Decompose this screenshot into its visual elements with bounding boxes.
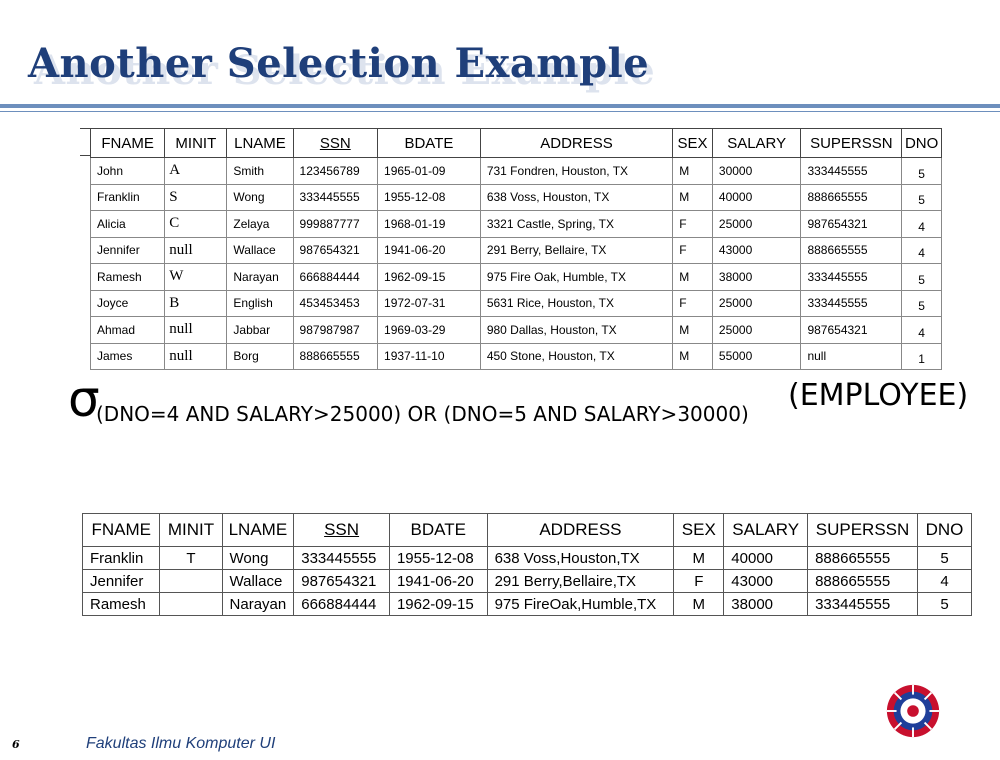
cell-address: 638 Voss,Houston,TX (487, 547, 674, 570)
cell-bdate: 1941-06-20 (389, 570, 487, 593)
table-left-edge (80, 128, 90, 156)
cell-sex: M (674, 593, 724, 616)
cell-salary: 40000 (712, 184, 801, 211)
col-sex: SEX (674, 514, 724, 547)
col-lname: LNAME (222, 514, 294, 547)
cell-lname: Narayan (222, 593, 294, 616)
employee-table (90, 128, 942, 370)
table-row (91, 237, 942, 264)
cell-dno: 4 (902, 317, 942, 344)
col-minit: MINIT (160, 514, 222, 547)
table-row (83, 593, 972, 616)
cell-sex: M (673, 184, 713, 211)
cell-fname: Ramesh (91, 264, 165, 291)
sigma-symbol: σ (68, 370, 100, 428)
cell-sex: M (673, 158, 713, 185)
cell-fname: Jennifer (83, 570, 160, 593)
footer-text: Fakultas Ilmu Komputer UI (86, 735, 276, 752)
cell-fname: Alicia (91, 211, 165, 238)
cell-lname: Borg (227, 343, 293, 370)
cell-bdate: 1941-06-20 (378, 237, 481, 264)
cell-lname: Zelaya (227, 211, 293, 238)
cell-ssn: 333445555 (294, 547, 390, 570)
title-divider-thin (0, 111, 1000, 112)
table-row (91, 211, 942, 238)
table-row (83, 570, 972, 593)
cell-sex: M (674, 547, 724, 570)
table-row (91, 317, 942, 344)
cell-dno: 5 (918, 547, 972, 570)
cell-dno: 5 (902, 184, 942, 211)
cell-bdate: 1969-03-29 (378, 317, 481, 344)
cell-bdate: 1968-01-19 (378, 211, 481, 238)
title-divider (0, 104, 1000, 108)
cell-fname: Franklin (83, 547, 160, 570)
cell-fname: Jennifer (91, 237, 165, 264)
cell-sex: F (674, 570, 724, 593)
cell-address: 450 Stone, Houston, TX (480, 343, 672, 370)
cell-bdate: 1962-09-15 (389, 593, 487, 616)
cell-salary: 38000 (712, 264, 801, 291)
col-ssn: SSN (294, 514, 390, 547)
cell-dno: 4 (902, 211, 942, 238)
col-bdate: BDATE (378, 129, 481, 158)
col-sex: SEX (673, 129, 713, 158)
cell-superssn: 888665555 (801, 237, 902, 264)
cell-minit: W (165, 264, 227, 291)
cell-minit: A (165, 158, 227, 185)
cell-minit (160, 593, 222, 616)
cell-bdate: 1937-11-10 (378, 343, 481, 370)
cell-ssn: 888665555 (293, 343, 377, 370)
cell-superssn: 333445555 (801, 158, 902, 185)
cell-superssn: 888665555 (808, 570, 918, 593)
cell-lname: Wallace (227, 237, 293, 264)
cell-superssn: 333445555 (801, 264, 902, 291)
cell-sex: F (673, 290, 713, 317)
table-row (91, 158, 942, 185)
col-bdate: BDATE (389, 514, 487, 547)
table-row (91, 343, 942, 370)
cell-address: 3321 Castle, Spring, TX (480, 211, 672, 238)
cell-superssn: 333445555 (801, 290, 902, 317)
cell-minit: null (165, 317, 227, 344)
selection-condition: (DNO=4 AND SALARY>25000) OR (DNO=5 AND SALARY>30000) (96, 402, 749, 426)
cell-address: 291 Berry, Bellaire, TX (480, 237, 672, 264)
cell-fname: John (91, 158, 165, 185)
cell-salary: 43000 (724, 570, 808, 593)
cell-lname: English (227, 290, 293, 317)
cell-sex: M (673, 317, 713, 344)
col-fname: FNAME (83, 514, 160, 547)
cell-minit: S (165, 184, 227, 211)
cell-salary: 38000 (724, 593, 808, 616)
cell-superssn: 987654321 (801, 317, 902, 344)
result-table (82, 513, 972, 616)
cell-superssn: 987654321 (801, 211, 902, 238)
table-row (91, 264, 942, 291)
cell-ssn: 987654321 (293, 237, 377, 264)
cell-address: 980 Dallas, Houston, TX (480, 317, 672, 344)
cell-salary: 43000 (712, 237, 801, 264)
col-lname: LNAME (227, 129, 293, 158)
cell-salary: 40000 (724, 547, 808, 570)
cell-lname: Smith (227, 158, 293, 185)
cell-ssn: 987987987 (293, 317, 377, 344)
cell-salary: 25000 (712, 211, 801, 238)
cell-ssn: 453453453 (293, 290, 377, 317)
table-row (83, 547, 972, 570)
cell-lname: Jabbar (227, 317, 293, 344)
cell-salary: 25000 (712, 290, 801, 317)
cell-ssn: 999887777 (293, 211, 377, 238)
cell-sex: F (673, 211, 713, 238)
col-dno: DNO (902, 129, 942, 158)
col-salary: SALARY (712, 129, 801, 158)
cell-address: 731 Fondren, Houston, TX (480, 158, 672, 185)
cell-ssn: 666884444 (293, 264, 377, 291)
cell-bdate: 1965-01-09 (378, 158, 481, 185)
col-address: ADDRESS (480, 129, 672, 158)
cell-address: 5631 Rice, Houston, TX (480, 290, 672, 317)
cell-sex: M (673, 343, 713, 370)
result-table-header (83, 514, 972, 547)
cell-minit: B (165, 290, 227, 317)
cell-ssn: 666884444 (294, 593, 390, 616)
cell-fname: James (91, 343, 165, 370)
col-dno: DNO (918, 514, 972, 547)
cell-bdate: 1955-12-08 (389, 547, 487, 570)
cell-lname: Wong (222, 547, 294, 570)
slide-title: Another Selection Example (28, 40, 650, 87)
cell-lname: Narayan (227, 264, 293, 291)
cell-bdate: 1972-07-31 (378, 290, 481, 317)
university-logo (884, 682, 942, 740)
cell-bdate: 1962-09-15 (378, 264, 481, 291)
table-row (91, 290, 942, 317)
cell-dno: 1 (902, 343, 942, 370)
cell-sex: F (673, 237, 713, 264)
employee-table-header (91, 129, 942, 158)
cell-dno: 4 (918, 570, 972, 593)
cell-fname: Joyce (91, 290, 165, 317)
cell-dno: 5 (902, 264, 942, 291)
col-ssn: SSN (293, 129, 377, 158)
col-address: ADDRESS (487, 514, 674, 547)
cell-address: 638 Voss, Houston, TX (480, 184, 672, 211)
cell-superssn: null (801, 343, 902, 370)
cell-lname: Wong (227, 184, 293, 211)
cell-minit: null (165, 237, 227, 264)
cell-dno: 5 (918, 593, 972, 616)
cell-dno: 5 (902, 158, 942, 185)
cell-minit: C (165, 211, 227, 238)
cell-salary: 25000 (712, 317, 801, 344)
relation-name: (EMPLOYEE) (788, 378, 969, 413)
cell-salary: 55000 (712, 343, 801, 370)
cell-ssn: 123456789 (293, 158, 377, 185)
cell-address: 975 Fire Oak, Humble, TX (480, 264, 672, 291)
cell-minit (160, 570, 222, 593)
col-superssn: SUPERSSN (808, 514, 918, 547)
cell-minit: null (165, 343, 227, 370)
cell-fname: Ahmad (91, 317, 165, 344)
cell-ssn: 987654321 (294, 570, 390, 593)
col-minit: MINIT (165, 129, 227, 158)
cell-salary: 30000 (712, 158, 801, 185)
cell-lname: Wallace (222, 570, 294, 593)
col-salary: SALARY (724, 514, 808, 547)
cell-superssn: 888665555 (801, 184, 902, 211)
cell-address: 291 Berry,Bellaire,TX (487, 570, 674, 593)
col-superssn: SUPERSSN (801, 129, 902, 158)
col-fname: FNAME (91, 129, 165, 158)
table-row (91, 184, 942, 211)
page-number: 6 (12, 738, 20, 751)
cell-fname: Ramesh (83, 593, 160, 616)
cell-address: 975 FireOak,Humble,TX (487, 593, 674, 616)
cell-dno: 4 (902, 237, 942, 264)
cell-minit: T (160, 547, 222, 570)
cell-superssn: 888665555 (808, 547, 918, 570)
cell-dno: 5 (902, 290, 942, 317)
cell-sex: M (673, 264, 713, 291)
cell-bdate: 1955-12-08 (378, 184, 481, 211)
selection-formula (68, 372, 988, 442)
cell-fname: Franklin (91, 184, 165, 211)
cell-ssn: 333445555 (293, 184, 377, 211)
cell-superssn: 333445555 (808, 593, 918, 616)
